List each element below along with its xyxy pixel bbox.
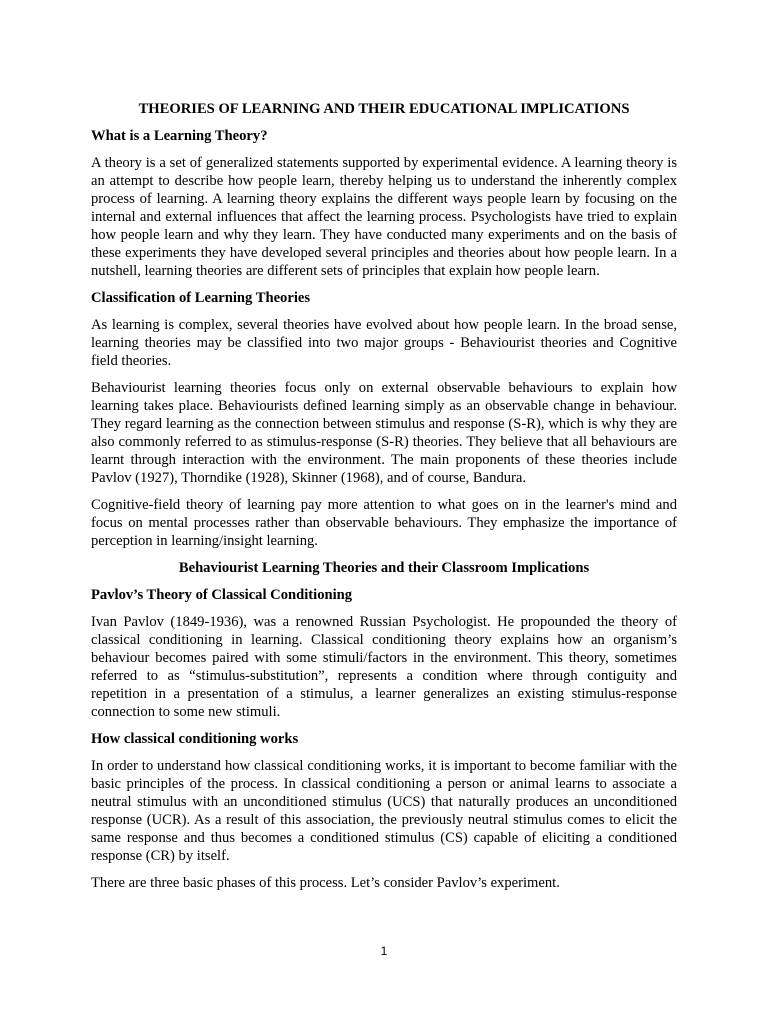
page-content xyxy=(91,100,677,901)
paragraph: Ivan Pavlov (1849-1936), was a renowned Russian Psychologist. He propounded the theory of classical conditioning in learning. Classical conditioning theory explains how an organism’s behaviour becomes paired with some stimuli/factors in the environment. This theory, sometimes referred to as “stimulus-substitution”, represents a condition where through contiguity and repetition in a presentation of a stimulus, a learner generalizes an existing stimulus-response connection to some new stimuli. xyxy=(91,614,677,720)
section-heading-what-is-learning-theory: What is a Learning Theory? xyxy=(91,128,268,144)
section-heading-pavlov-theory: Pavlov’s Theory of Classical Conditioning xyxy=(91,587,353,603)
paragraph: As learning is complex, several theories have evolved about how people learn. In the broad sense, learning theories may be classified into two major groups - Behaviourist theories and Cognitive field theories. xyxy=(91,317,677,369)
section-heading-classification: Classification of Learning Theories xyxy=(91,290,311,306)
paragraph: Behaviourist learning theories focus only on external observable behaviours to explain how learning takes place. Behaviourists defined learning simply as an observable change in behaviour. They regard learning as the connection between stimulus and response (S-R), which is why they are also commonly referred to as stimulus-response (S-R) theories. They believe that all behaviours are learnt through interaction with the environment. The main proponents of these theories include Pavlov (1927), Thorndike (1928), Skinner (1968), and of course, Bandura. xyxy=(91,380,677,486)
paragraph: Cognitive-field theory of learning pay more attention to what goes on in the learner's mind and focus on mental processes rather than observable behaviours. They emphasize the importance of perception in learning/insight learning. xyxy=(91,497,677,549)
section-heading-how-conditioning-works: How classical conditioning works xyxy=(91,731,299,747)
document-title: THEORIES OF LEARNING AND THEIR EDUCATIONAL IMPLICATIONS xyxy=(138,101,630,117)
section-heading-behaviourist-theories: Behaviourist Learning Theories and their Classroom Implications xyxy=(178,560,590,576)
page-number: 1 xyxy=(380,944,388,958)
paragraph: There are three basic phases of this process. Let’s consider Pavlov’s experiment. xyxy=(91,875,560,891)
paragraph: In order to understand how classical conditioning works, it is important to become familiar with the basic principles of the process. In classical conditioning a person or animal learns to associate a neutral stimulus with an unconditioned stimulus (UCS) that naturally produces an unconditioned response (UCR). As a result of this association, the previously neutral stimulus comes to elicit the same response and thus becomes a conditioned stimulus (CS) capable of eliciting a conditioned response (CR) by itself. xyxy=(91,758,677,864)
paragraph: A theory is a set of generalized statements supported by experimental evidence. A learning theory is an attempt to describe how people learn, thereby helping us to understand the inherently complex process of learning. A learning theory explains the different ways people learn by focusing on the internal and external influences that affect the learning process. Psychologists have tried to explain how people learn and why they learn. They have conducted many experiments and on the basis of these experiments they have developed several principles and theories about how people learn. In a nutshell, learning theories are different sets of principles that explain how people learn. xyxy=(91,155,677,279)
